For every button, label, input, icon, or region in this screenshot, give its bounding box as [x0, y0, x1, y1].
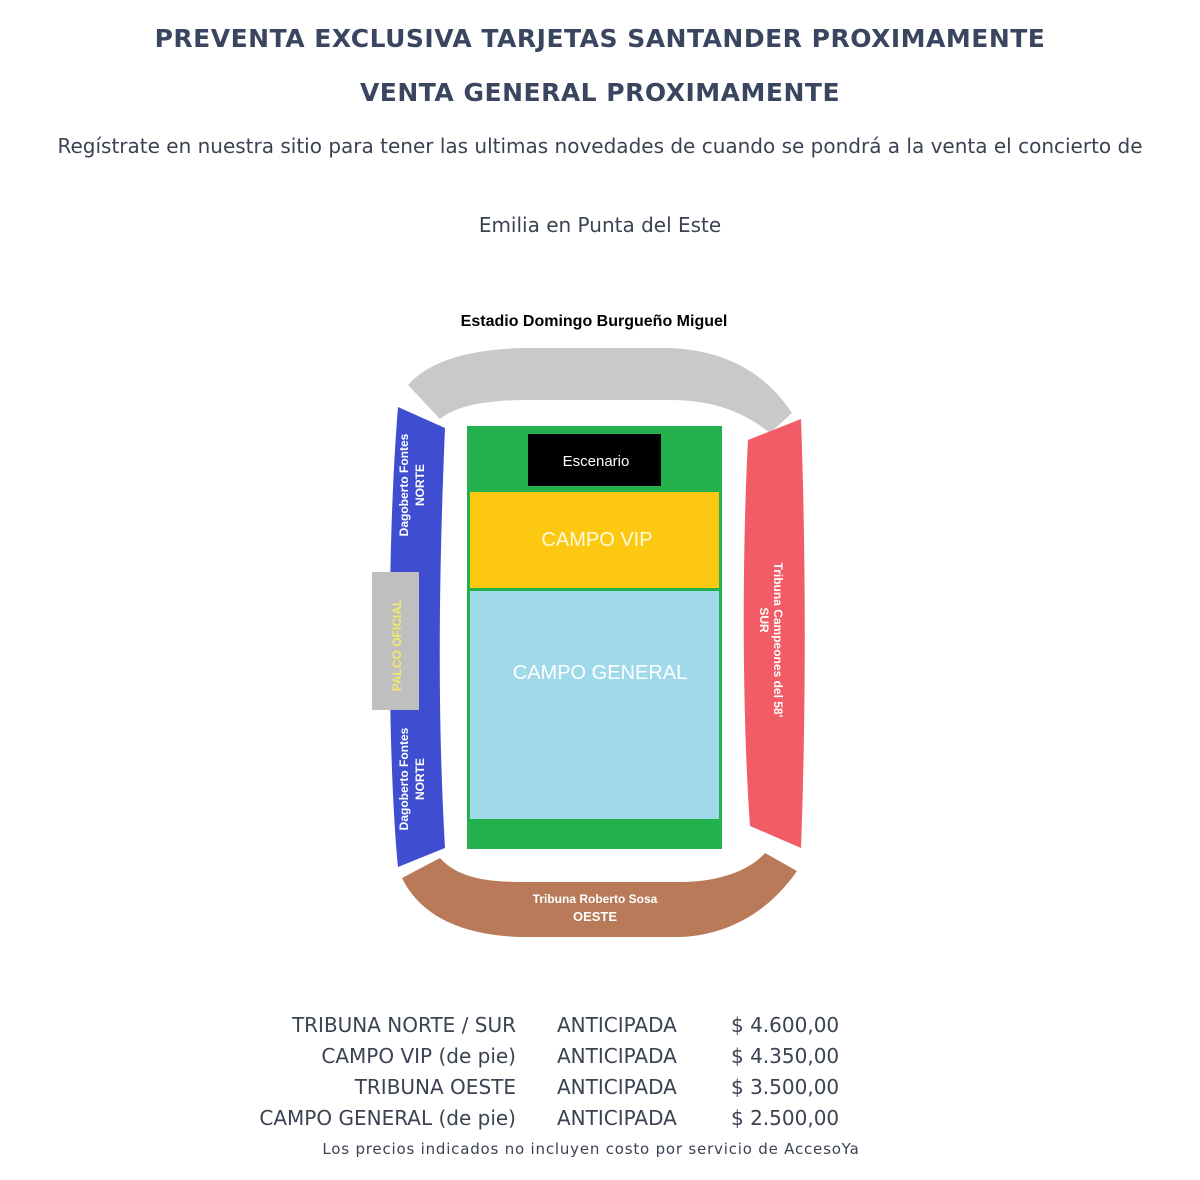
stadium-name: Estadio Domingo Burgueño Miguel [460, 313, 728, 330]
north-upper-dir: NORTE [413, 464, 427, 506]
price-disclaimer: Los precios indicados no incluyen costo por servicio de AccesoYa [322, 1140, 860, 1158]
price-value: $ 4.600,00 [731, 1013, 840, 1037]
north-upper-name: Dagoberto Fontes [397, 433, 411, 537]
south-name: Tribuna Campeones del 58' [771, 562, 785, 718]
west-dir: OESTE [572, 909, 618, 924]
price-value: $ 4.350,00 [731, 1044, 840, 1068]
stage-label: Escenario [562, 453, 630, 470]
west-name: Tribuna Roberto Sosa [532, 892, 658, 906]
campo-general-zone[interactable] [470, 591, 719, 819]
east-stand[interactable] [408, 348, 792, 433]
campo-vip-label: CAMPO VIP [541, 529, 653, 551]
price-type: ANTICIPADA [557, 1075, 677, 1099]
price-type: ANTICIPADA [557, 1013, 677, 1037]
campo-general-label: CAMPO GENERAL [512, 662, 688, 684]
presale-heading: PREVENTA EXCLUSIVA TARJETAS SANTANDER PROXIMAMENTE [154, 24, 1046, 53]
register-text: Regístrate en nuestra sitio para tener las ultimas novedades de cuando se pondrá a la venta el concierto de [57, 134, 1143, 158]
north-lower-name: Dagoberto Fontes [397, 727, 411, 831]
palco-label: PALCO OFICIAL [390, 598, 404, 692]
event-name: Emilia en Punta del Este [478, 213, 722, 237]
price-row [0, 1044, 1200, 1074]
price-row [0, 1106, 1200, 1136]
north-lower-dir: NORTE [413, 758, 427, 800]
price-zone: TRIBUNA OESTE [354, 1075, 516, 1099]
price-row [0, 1013, 1200, 1043]
general-sale-heading: VENTA GENERAL PROXIMAMENTE [359, 78, 841, 107]
price-row [0, 1075, 1200, 1105]
south-dir: SUR [757, 607, 771, 633]
price-type: ANTICIPADA [557, 1044, 677, 1068]
price-zone: CAMPO GENERAL (de pie) [259, 1106, 516, 1130]
price-zone: CAMPO VIP (de pie) [321, 1044, 516, 1068]
price-value: $ 3.500,00 [731, 1075, 840, 1099]
stadium-map [0, 295, 1200, 955]
price-zone: TRIBUNA NORTE / SUR [291, 1013, 516, 1037]
price-value: $ 2.500,00 [731, 1106, 840, 1130]
price-type: ANTICIPADA [557, 1106, 677, 1130]
